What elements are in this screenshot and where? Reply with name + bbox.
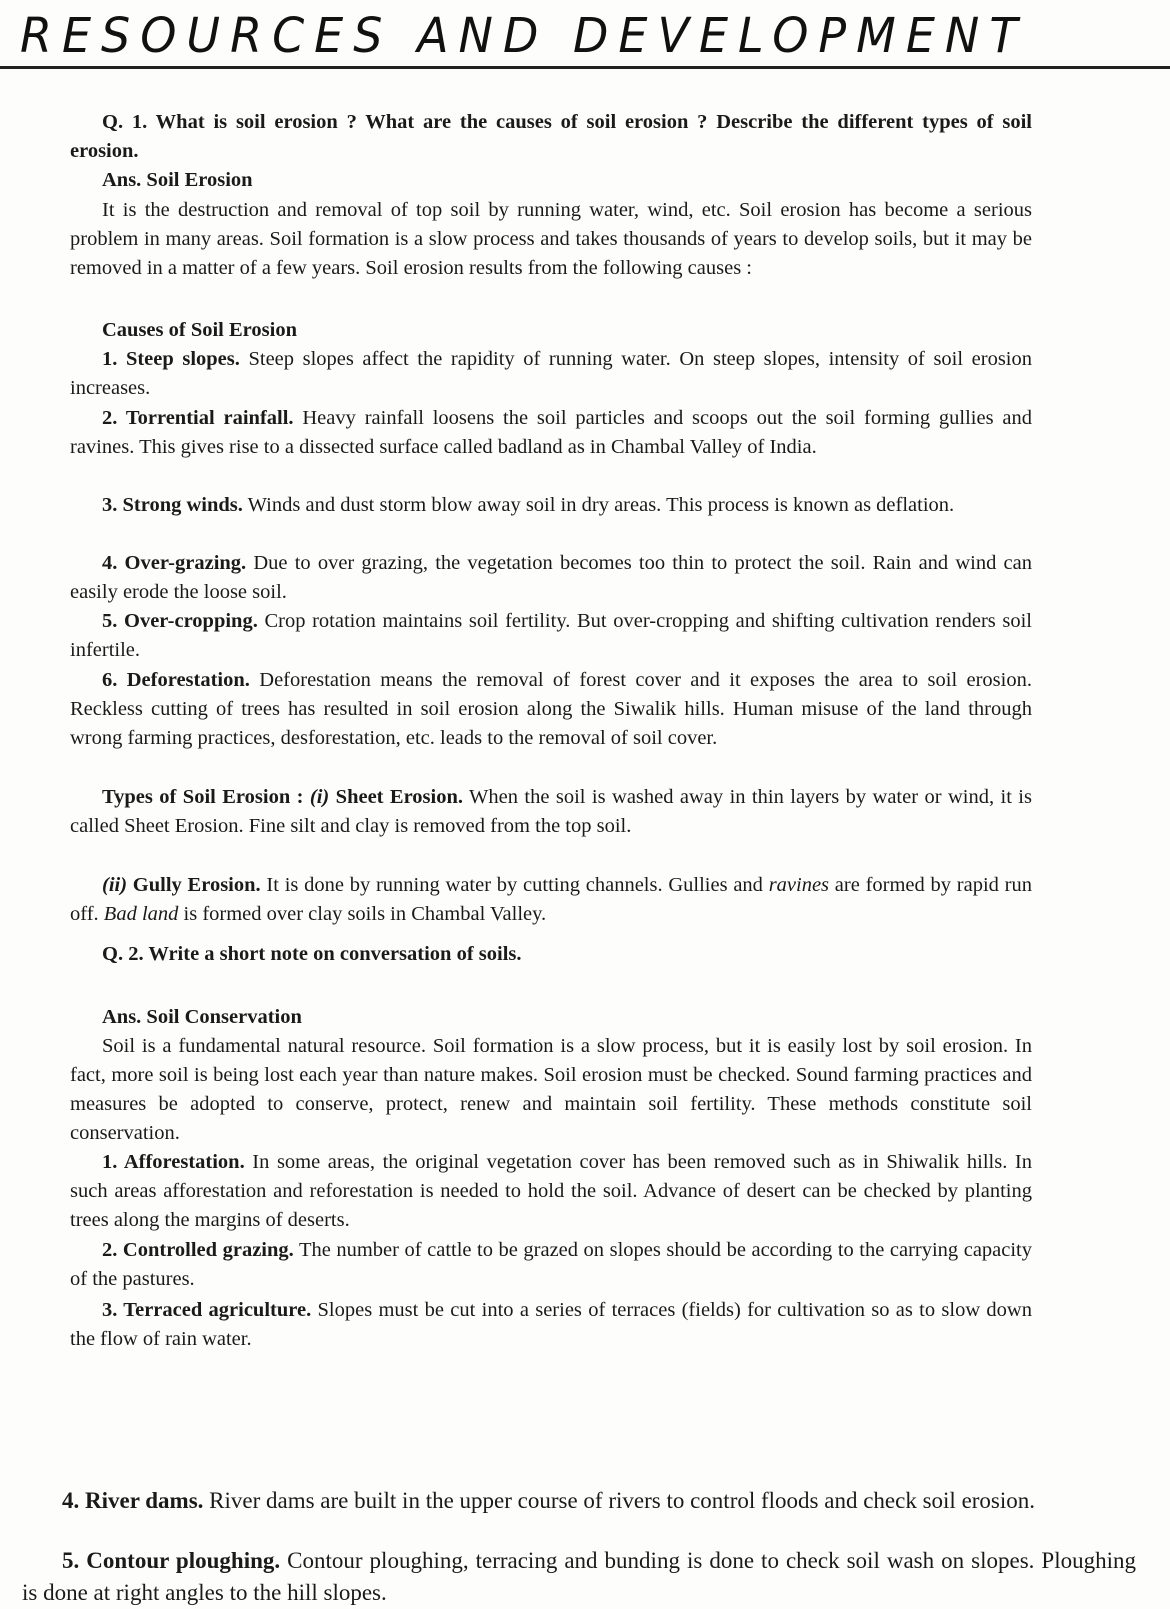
answer-1-heading: Ans. Soil Erosion [102, 169, 253, 191]
method-item [70, 1148, 1032, 1235]
method-text: In some areas, the original vegetation cover has been removed such as in Shiwalik hills. In such areas afforestation and reforestation is needed to hold the soil. Advance of desert can be checked by planting trees along the margins of deserts. [70, 1151, 1032, 1231]
method-lead: 4. River dams. [62, 1488, 204, 1513]
method-lead: 5. Contour ploughing. [62, 1548, 281, 1573]
causes-heading: Causes of Soil Erosion [102, 319, 297, 341]
question-2 [102, 940, 1064, 969]
method-lead: 1. Afforestation. [102, 1151, 245, 1173]
gully-text: is formed over clay soils in Chambal Valley. [178, 903, 547, 925]
method-item [70, 1296, 1032, 1354]
cause-lead: 4. Over-grazing. [102, 552, 247, 574]
ravines-term: ravines [768, 874, 830, 896]
types-gully-erosion [70, 871, 1032, 929]
gully-erosion-lead: Gully Erosion. [127, 874, 261, 896]
cause-lead: 6. Deforestation. [102, 669, 250, 691]
gully-text: are formed by rapid run off. [70, 874, 1032, 925]
cause-item [70, 345, 1032, 403]
method-text: River dams are built in the upper course of rivers to control floods and check soil erosion. [203, 1488, 1036, 1513]
cause-item [70, 607, 1032, 665]
sheet-erosion-lead: Sheet Erosion. [329, 786, 464, 808]
question-label: Q. 2. [102, 943, 144, 965]
method-item [22, 1485, 1136, 1517]
question-1 [70, 108, 1032, 166]
badland-term: Bad land [103, 903, 179, 925]
method-text: The number of cattle to be grazed on slopes should be according to the carrying capacity of the pastures. [70, 1239, 1033, 1290]
cause-text: Steep slopes affect the rapidity of running water. On steep slopes, intensity of soil erosion increases. [70, 348, 1032, 399]
answer-2-heading: Ans. Soil Conservation [102, 1006, 302, 1028]
cause-text: Winds and dust storm blow away soil in dry areas. This process is known as deflation. [242, 494, 955, 516]
cause-text: Deforestation means the removal of forest cover and it exposes the area to soil erosion. Reckless cutting of trees has resulted in soil erosion along the Siwalik hills. Human misuse of the land through wrong farming practices, desforestation, etc. leads to the removal of soil cover. [70, 669, 1032, 749]
cause-lead: 1. Steep slopes. [102, 348, 240, 370]
cause-item [70, 549, 1032, 607]
cause-lead: 3. Strong winds. [102, 494, 243, 516]
cause-lead: 2. Torrential rainfall. [102, 407, 294, 429]
cause-text: Due to over grazing, the vegetation becomes too thin to protect the soil. Rain and wind can easily erode the loose soil. [70, 552, 1032, 603]
types-lead: Types of Soil Erosion : [102, 786, 310, 808]
roman-i: (i) [309, 786, 330, 808]
method-text: Slopes must be cut into a series of terraces (fields) for cultivation so as to slow down the flow of rain water. [70, 1299, 1032, 1350]
cause-item [70, 666, 1032, 753]
question-text: Write a short note on conversation of soils. [143, 943, 522, 965]
method-lead: 2. Controlled grazing. [102, 1239, 294, 1261]
cause-item [70, 404, 1032, 462]
question-text: What is soil erosion ? What are the causes of soil erosion ? Describe the different types of soil erosion. [70, 111, 1032, 162]
handwritten-title: RESOURCES AND DEVELOPMENT [20, 6, 1028, 64]
method-lead: 3. Terraced agriculture. [102, 1299, 312, 1321]
title-underline [0, 66, 1170, 69]
method-item [70, 1236, 1032, 1294]
types-sheet-erosion [70, 783, 1032, 841]
sheet-erosion-text: When the soil is washed away in thin layers by water or wind, it is called Sheet Erosion. Fine silt and clay is removed from the top soil. [70, 786, 1032, 837]
cause-text: Crop rotation maintains soil fertility. But over-cropping and shifting cultivation renders soil infertile. [70, 610, 1033, 661]
answer-1-text: It is the destruction and removal of top soil by running water, wind, etc. Soil erosion has become a serious problem in many areas. Soil formation is a slow process and takes thousands of years to develop soils, but it may be removed in a matter of a few years. Soil erosion results from the following causes : [70, 199, 1032, 279]
roman-ii: (ii) [102, 874, 128, 896]
method-item [22, 1545, 1136, 1609]
answer-2-text: Soil is a fundamental natural resource. Soil formation is a slow process, but it is easily lost by soil erosion. In fact, more soil is being lost each year than nature makes. Soil erosion must be checked. Sound farming practices and measures be adopted to conserve, protect, renew and maintain soil fertility. These methods constitute soil conservation. [70, 1035, 1032, 1144]
cause-item [70, 491, 1032, 520]
cause-text: Heavy rainfall loosens the soil particles and scoops out the soil forming gullies and ravines. This gives rise to a dissected surface called badland as in Chambal Valley of India. [70, 407, 1032, 458]
cause-lead: 5. Over-cropping. [102, 610, 258, 632]
gully-text: It is done by running water by cutting channels. Gullies and [260, 874, 769, 896]
method-text: Contour ploughing, terracing and bunding is done to check soil wash on slopes. Ploughing is done at right angles to the hill slopes. [22, 1548, 1136, 1605]
question-label: Q. 1. [102, 111, 148, 133]
